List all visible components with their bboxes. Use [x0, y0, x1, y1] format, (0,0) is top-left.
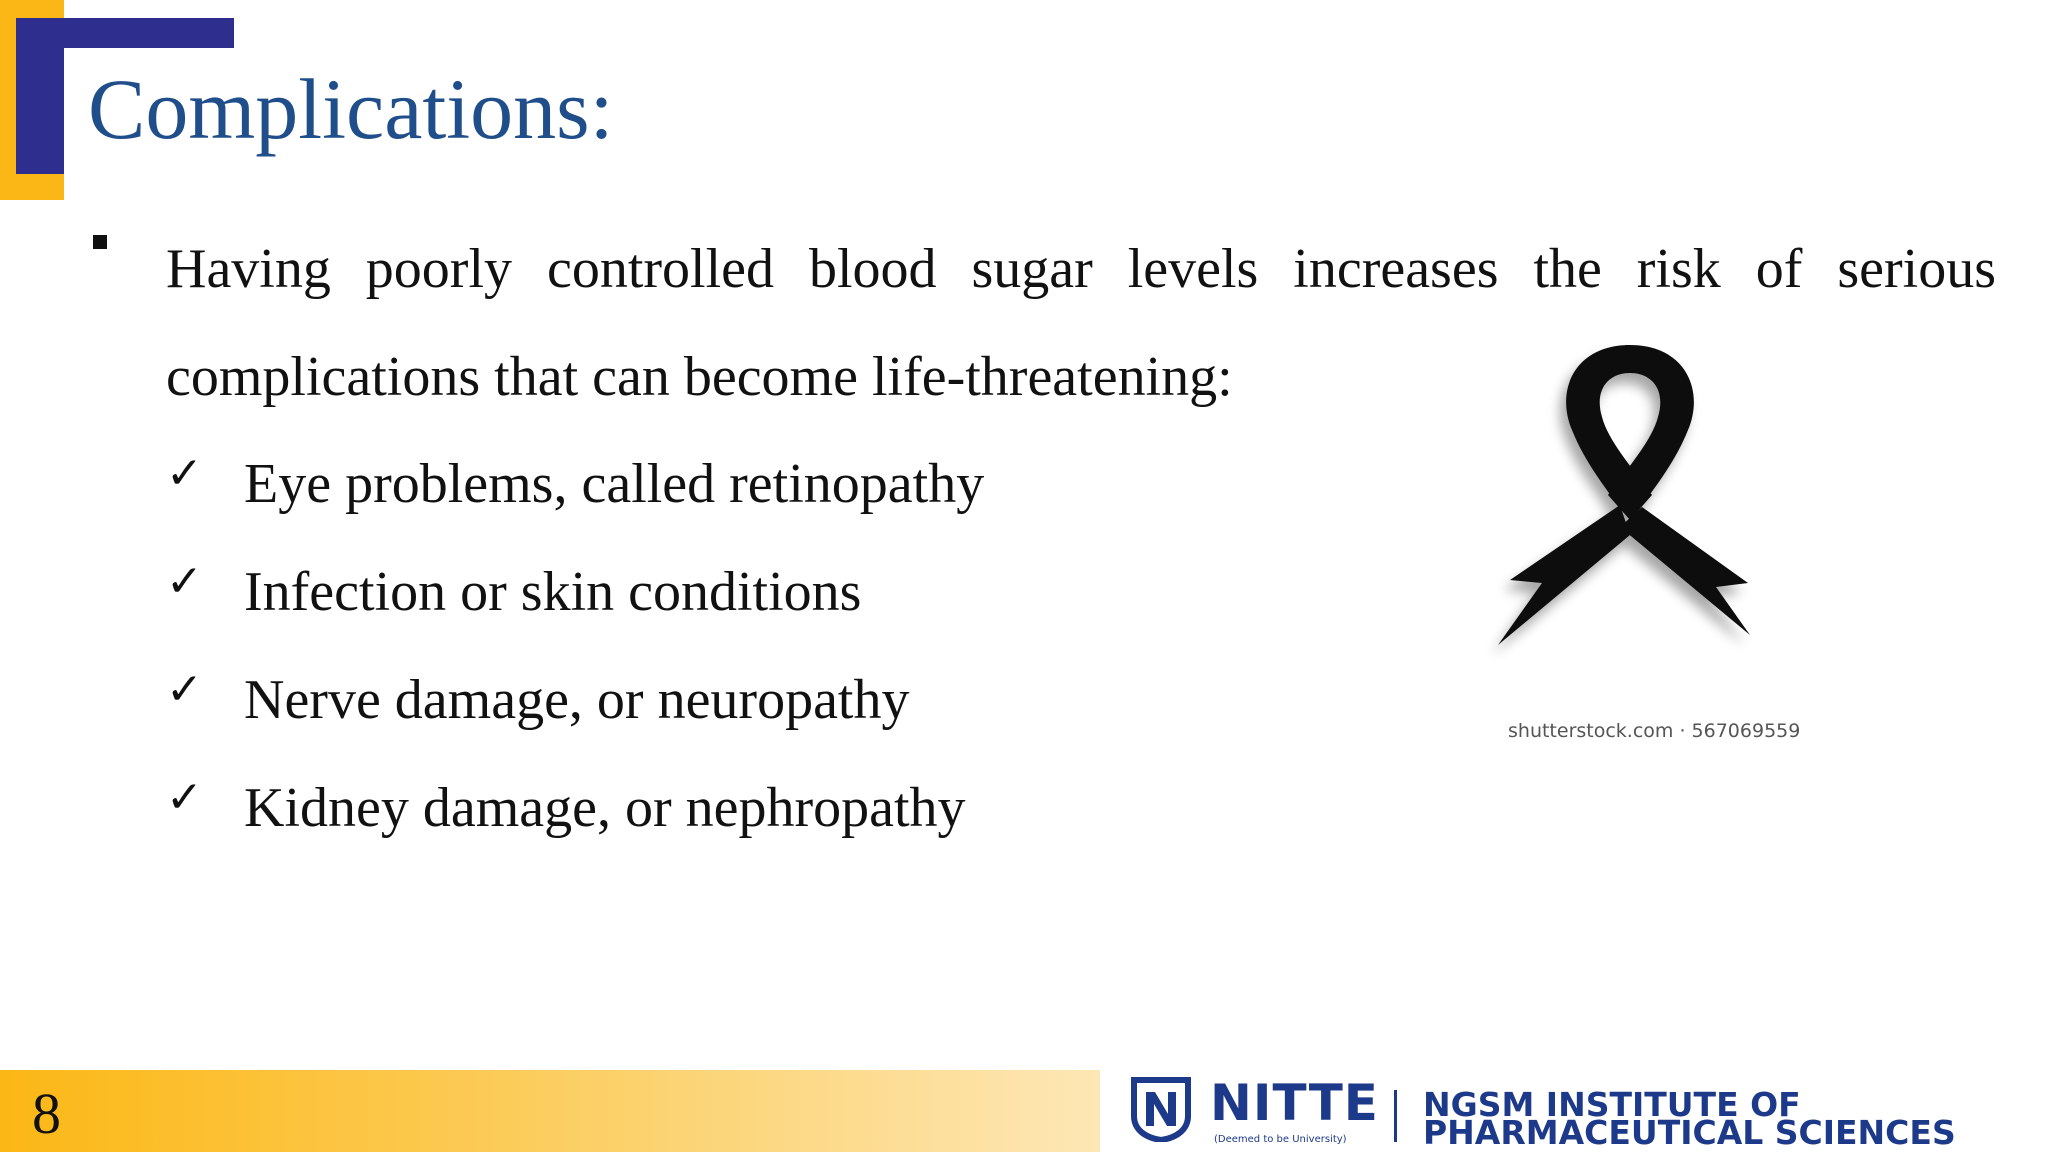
bullet-text: Having poorly controlled blood sugar levels increases the risk of serious complications that can become life-threatening: — [166, 238, 1996, 408]
check-item-text: Kidney damage, or nephropathy — [244, 777, 966, 839]
page-number: 8 — [32, 1081, 61, 1146]
checkmark-icon: ✓ — [166, 448, 203, 499]
corner-accent-navy-side — [16, 18, 64, 174]
nitte-emblem-icon — [1128, 1076, 1194, 1142]
footer-bar — [0, 1070, 1100, 1152]
institute-name-line2: PHARMACEUTICAL SCIENCES — [1423, 1113, 1956, 1152]
checkmark-icon: ✓ — [166, 772, 203, 823]
check-item-text: Nerve damage, or neuropathy — [244, 669, 910, 731]
image-watermark: shutterstock.com · 567069559 — [1508, 720, 1801, 742]
institute-name-line1: NGSM INSTITUTE OF — [1423, 1085, 1801, 1124]
logo-tagline: (Deemed to be University) — [1214, 1134, 1347, 1145]
checkmark-icon: ✓ — [166, 664, 203, 715]
institution-logo — [1128, 1074, 2028, 1152]
square-bullet-icon — [93, 235, 107, 249]
slide-title: Complications: — [88, 61, 614, 157]
check-item-text: Eye problems, called retinopathy — [244, 453, 985, 515]
logo-divider — [1394, 1090, 1397, 1142]
check-item-text: Infection or skin conditions — [244, 561, 862, 623]
awareness-ribbon-icon — [1480, 335, 1780, 665]
logo-brand: NITTE — [1210, 1074, 1379, 1132]
checkmark-icon: ✓ — [166, 556, 203, 607]
